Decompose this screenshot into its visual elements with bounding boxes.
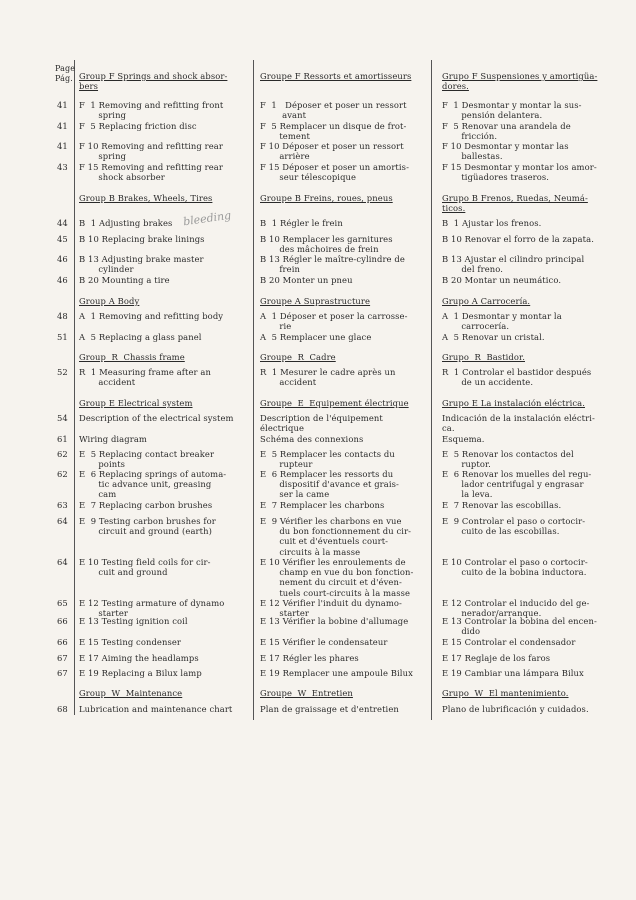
english-entry: E 6 Replacing springs of automa- tic advance unit, greasing cam — [79, 469, 227, 500]
english-group-heading: Group A Body — [79, 296, 140, 306]
page-number: 54 — [57, 413, 68, 423]
page-number: 43 — [57, 162, 68, 172]
english-group-heading: Group F Springs and shock absor- bers — [79, 71, 228, 92]
page-number: 65 — [57, 598, 68, 608]
french-entry: E 5 Remplacer les contacts du rupteur — [260, 449, 395, 470]
page-number: 63 — [57, 500, 68, 510]
page-number: 62 — [57, 469, 68, 479]
spanish-entry: E 19 Cambiar una lámpara Bilux — [442, 668, 584, 678]
page-number: 61 — [57, 434, 68, 444]
french-entry: E 7 Remplacer les charbons — [260, 500, 385, 510]
page-number: 44 — [57, 218, 68, 228]
page-number: 41 — [57, 100, 68, 110]
french-entry: A 1 Déposer et poser la carrosse- rie — [260, 311, 408, 332]
english-group-heading: Group R Chassis frame — [79, 352, 185, 362]
spanish-group-heading: Grupo F Suspensiones y amortigüa- dores. — [442, 71, 598, 92]
page-number: 46 — [57, 275, 68, 285]
french-entry: Schéma des connexions — [260, 434, 364, 444]
english-entry: E 13 Testing ignition coil — [79, 616, 188, 626]
column-divider-1 — [74, 60, 75, 715]
spanish-entry: A 5 Renovar un cristal. — [442, 332, 545, 342]
spanish-entry: Plano de lubrificación y cuidados. — [442, 704, 589, 714]
french-group-heading: Groupe A Suprastructure — [260, 296, 371, 306]
spanish-entry: E 5 Renovar los contactos del ruptor. — [442, 449, 574, 470]
spanish-entry: E 9 Controlar el paso o cortocir- cuito de las escobillas. — [442, 516, 586, 537]
english-entry: E 15 Testing condenser — [79, 637, 182, 647]
english-entry: F 1 Removing and refitting front spring — [79, 100, 224, 121]
french-entry: F 1 Déposer et poser un ressort avant — [260, 100, 407, 121]
english-entry: A 1 Removing and refitting body — [79, 311, 224, 321]
english-entry: F 10 Removing and refitting rear spring — [79, 141, 223, 162]
page-number: 45 — [57, 234, 68, 244]
french-entry: E 10 Vérifier les enroulements de champ en vue du bon fonction- nement du circuit et d'éven- tuels court-circuits à la masse — [260, 557, 414, 598]
spanish-group-heading: Grupo B Frenos, Ruedas, Neumá- ticos. — [442, 193, 588, 214]
column-divider-2 — [253, 60, 254, 720]
spanish-entry: Esquema. — [442, 434, 485, 444]
spanish-entry: R 1 Controlar el bastidor después de un accidente. — [442, 367, 592, 388]
english-entry: Lubrication and maintenance chart — [79, 704, 233, 714]
english-entry: F 15 Removing and refitting rear shock absorber — [79, 162, 223, 183]
french-entry: F 10 Déposer et poser un ressort arrière — [260, 141, 404, 162]
spanish-entry: B 20 Montar un neumático. — [442, 275, 562, 285]
spanish-entry: F 5 Renovar una arandela de fricción. — [442, 121, 571, 142]
french-entry: E 6 Remplacer les ressorts du dispositif d'avance et grais- ser la came — [260, 469, 399, 500]
page-number: 64 — [57, 516, 68, 526]
page-number: 67 — [57, 668, 68, 678]
english-entry: F 5 Replacing friction disc — [79, 121, 197, 131]
spanish-entry: E 15 Controlar el condensador — [442, 637, 576, 647]
english-group-heading: Group E Electrical system — [79, 398, 193, 408]
spanish-group-heading: Grupo W El mantenimiento. — [442, 688, 569, 698]
page-number: 64 — [57, 557, 68, 567]
french-entry: B 20 Monter un pneu — [260, 275, 353, 285]
page-number: 51 — [57, 332, 68, 342]
english-entry: E 19 Replacing a Bilux lamp — [79, 668, 202, 678]
spanish-entry: F 15 Desmontar y montar los amor- tigüadores traseros. — [442, 162, 597, 183]
spanish-entry: Indicación de la instalación eléctri- ca. — [442, 413, 595, 434]
english-entry: Description of the electrical system — [79, 413, 234, 423]
spanish-group-heading: Grupo E La instalación eléctrica. — [442, 398, 585, 408]
english-group-heading: Group W Maintenance — [79, 688, 183, 698]
column-divider-3 — [431, 60, 432, 720]
french-entry: E 13 Vérifier la bobine d'allumage — [260, 616, 409, 626]
french-entry: E 15 Vérifier le condensateur — [260, 637, 388, 647]
english-entry: A 5 Replacing a glass panel — [79, 332, 202, 342]
french-entry: B 10 Remplacer les garnitures des mâchoires de frein — [260, 234, 393, 255]
spanish-entry: E 17 Reglaje de los faros — [442, 653, 551, 663]
page-column-header: Page Pág. — [55, 64, 76, 83]
french-entry: E 12 Vérifier l'induit du dynamo- starter — [260, 598, 402, 619]
french-entry: B 13 Régler le maître-cylindre de frein — [260, 254, 405, 275]
page-number: 67 — [57, 653, 68, 663]
handwritten-note: bleeding — [182, 208, 232, 229]
spanish-entry: F 10 Desmontar y montar las ballestas. — [442, 141, 569, 162]
french-group-heading: Groupe W Entretien — [260, 688, 353, 698]
french-group-heading: Groupe R Cadre — [260, 352, 336, 362]
french-entry: R 1 Mesurer le cadre après un accident — [260, 367, 396, 388]
page-number: 41 — [57, 121, 68, 131]
french-entry: A 5 Remplacer une glace — [260, 332, 372, 342]
spanish-entry: B 13 Ajustar el cilindro principal del freno. — [442, 254, 585, 275]
page-number: 66 — [57, 616, 68, 626]
page-number: 68 — [57, 704, 68, 714]
english-entry: E 5 Replacing contact breaker points — [79, 449, 215, 470]
english-entry: B 13 Adjusting brake master cylinder — [79, 254, 204, 275]
english-entry: E 7 Replacing carbon brushes — [79, 500, 213, 510]
french-entry: F 15 Déposer et poser un amortis- seur télescopique — [260, 162, 409, 183]
english-entry: E 10 Testing field coils for cir- cuit and ground — [79, 557, 211, 578]
french-entry: Plan de graissage et d'entretien — [260, 704, 399, 714]
spanish-entry: E 12 Controlar el inducido del ge- nerador/arranque. — [442, 598, 590, 619]
french-entry: B 1 Régler le frein — [260, 218, 343, 228]
french-entry: F 5 Remplacer un disque de frot- tement — [260, 121, 407, 142]
spanish-entry: E 6 Renovar los muelles del regu- lador centrifugal y engrasar la leva. — [442, 469, 592, 500]
french-entry: Description de l'équipement électrique — [260, 413, 383, 434]
page-number: 62 — [57, 449, 68, 459]
spanish-entry: A 1 Desmontar y montar la carrocería. — [442, 311, 562, 332]
english-entry: E 17 Aiming the headlamps — [79, 653, 199, 663]
english-group-heading: Group B Brakes, Wheels, Tires — [79, 193, 213, 203]
spanish-entry: B 10 Renovar el forro de la zapata. — [442, 234, 594, 244]
page-number: 66 — [57, 637, 68, 647]
french-group-heading: Groupe F Ressorts et amortisseurs — [260, 71, 412, 81]
english-entry: E 9 Testing carbon brushes for circuit and ground (earth) — [79, 516, 216, 537]
french-entry: E 19 Remplacer une ampoule Bilux — [260, 668, 413, 678]
french-group-heading: Groupe E Equipement électrique — [260, 398, 409, 408]
page-number: 41 — [57, 141, 68, 151]
spanish-entry: E 13 Controlar la bobina del encen- dido — [442, 616, 597, 637]
spanish-entry: E 10 Controlar el paso o cortocir- cuito de la bobina inductora. — [442, 557, 588, 578]
french-entry: E 9 Vérifier les charbons en vue du bon fonctionnement du cir- cuit et d'éventuels court- circuits à la masse — [260, 516, 412, 557]
spanish-entry: B 1 Ajustar los frenos. — [442, 218, 542, 228]
english-entry: E 12 Testing armature of dynamo starter — [79, 598, 225, 619]
french-group-heading: Groupe B Freins, roues, pneus — [260, 193, 393, 203]
spanish-entry: E 7 Renovar las escobillas. — [442, 500, 562, 510]
english-entry: B 10 Replacing brake linings — [79, 234, 205, 244]
spanish-entry: F 1 Desmontar y montar la sus- pensión delantera. — [442, 100, 582, 121]
english-entry: B 20 Mounting a tire — [79, 275, 170, 285]
spanish-group-heading: Grupo A Carrocería. — [442, 296, 531, 306]
spanish-group-heading: Grupo R Bastidor. — [442, 352, 525, 362]
english-entry: B 1 Adjusting brakes — [79, 218, 173, 228]
page-number: 48 — [57, 311, 68, 321]
page-number: 46 — [57, 254, 68, 264]
english-entry: R 1 Measuring frame after an accident — [79, 367, 211, 388]
english-entry: Wiring diagram — [79, 434, 147, 444]
french-entry: E 17 Régler les phares — [260, 653, 359, 663]
page-number: 52 — [57, 367, 68, 377]
